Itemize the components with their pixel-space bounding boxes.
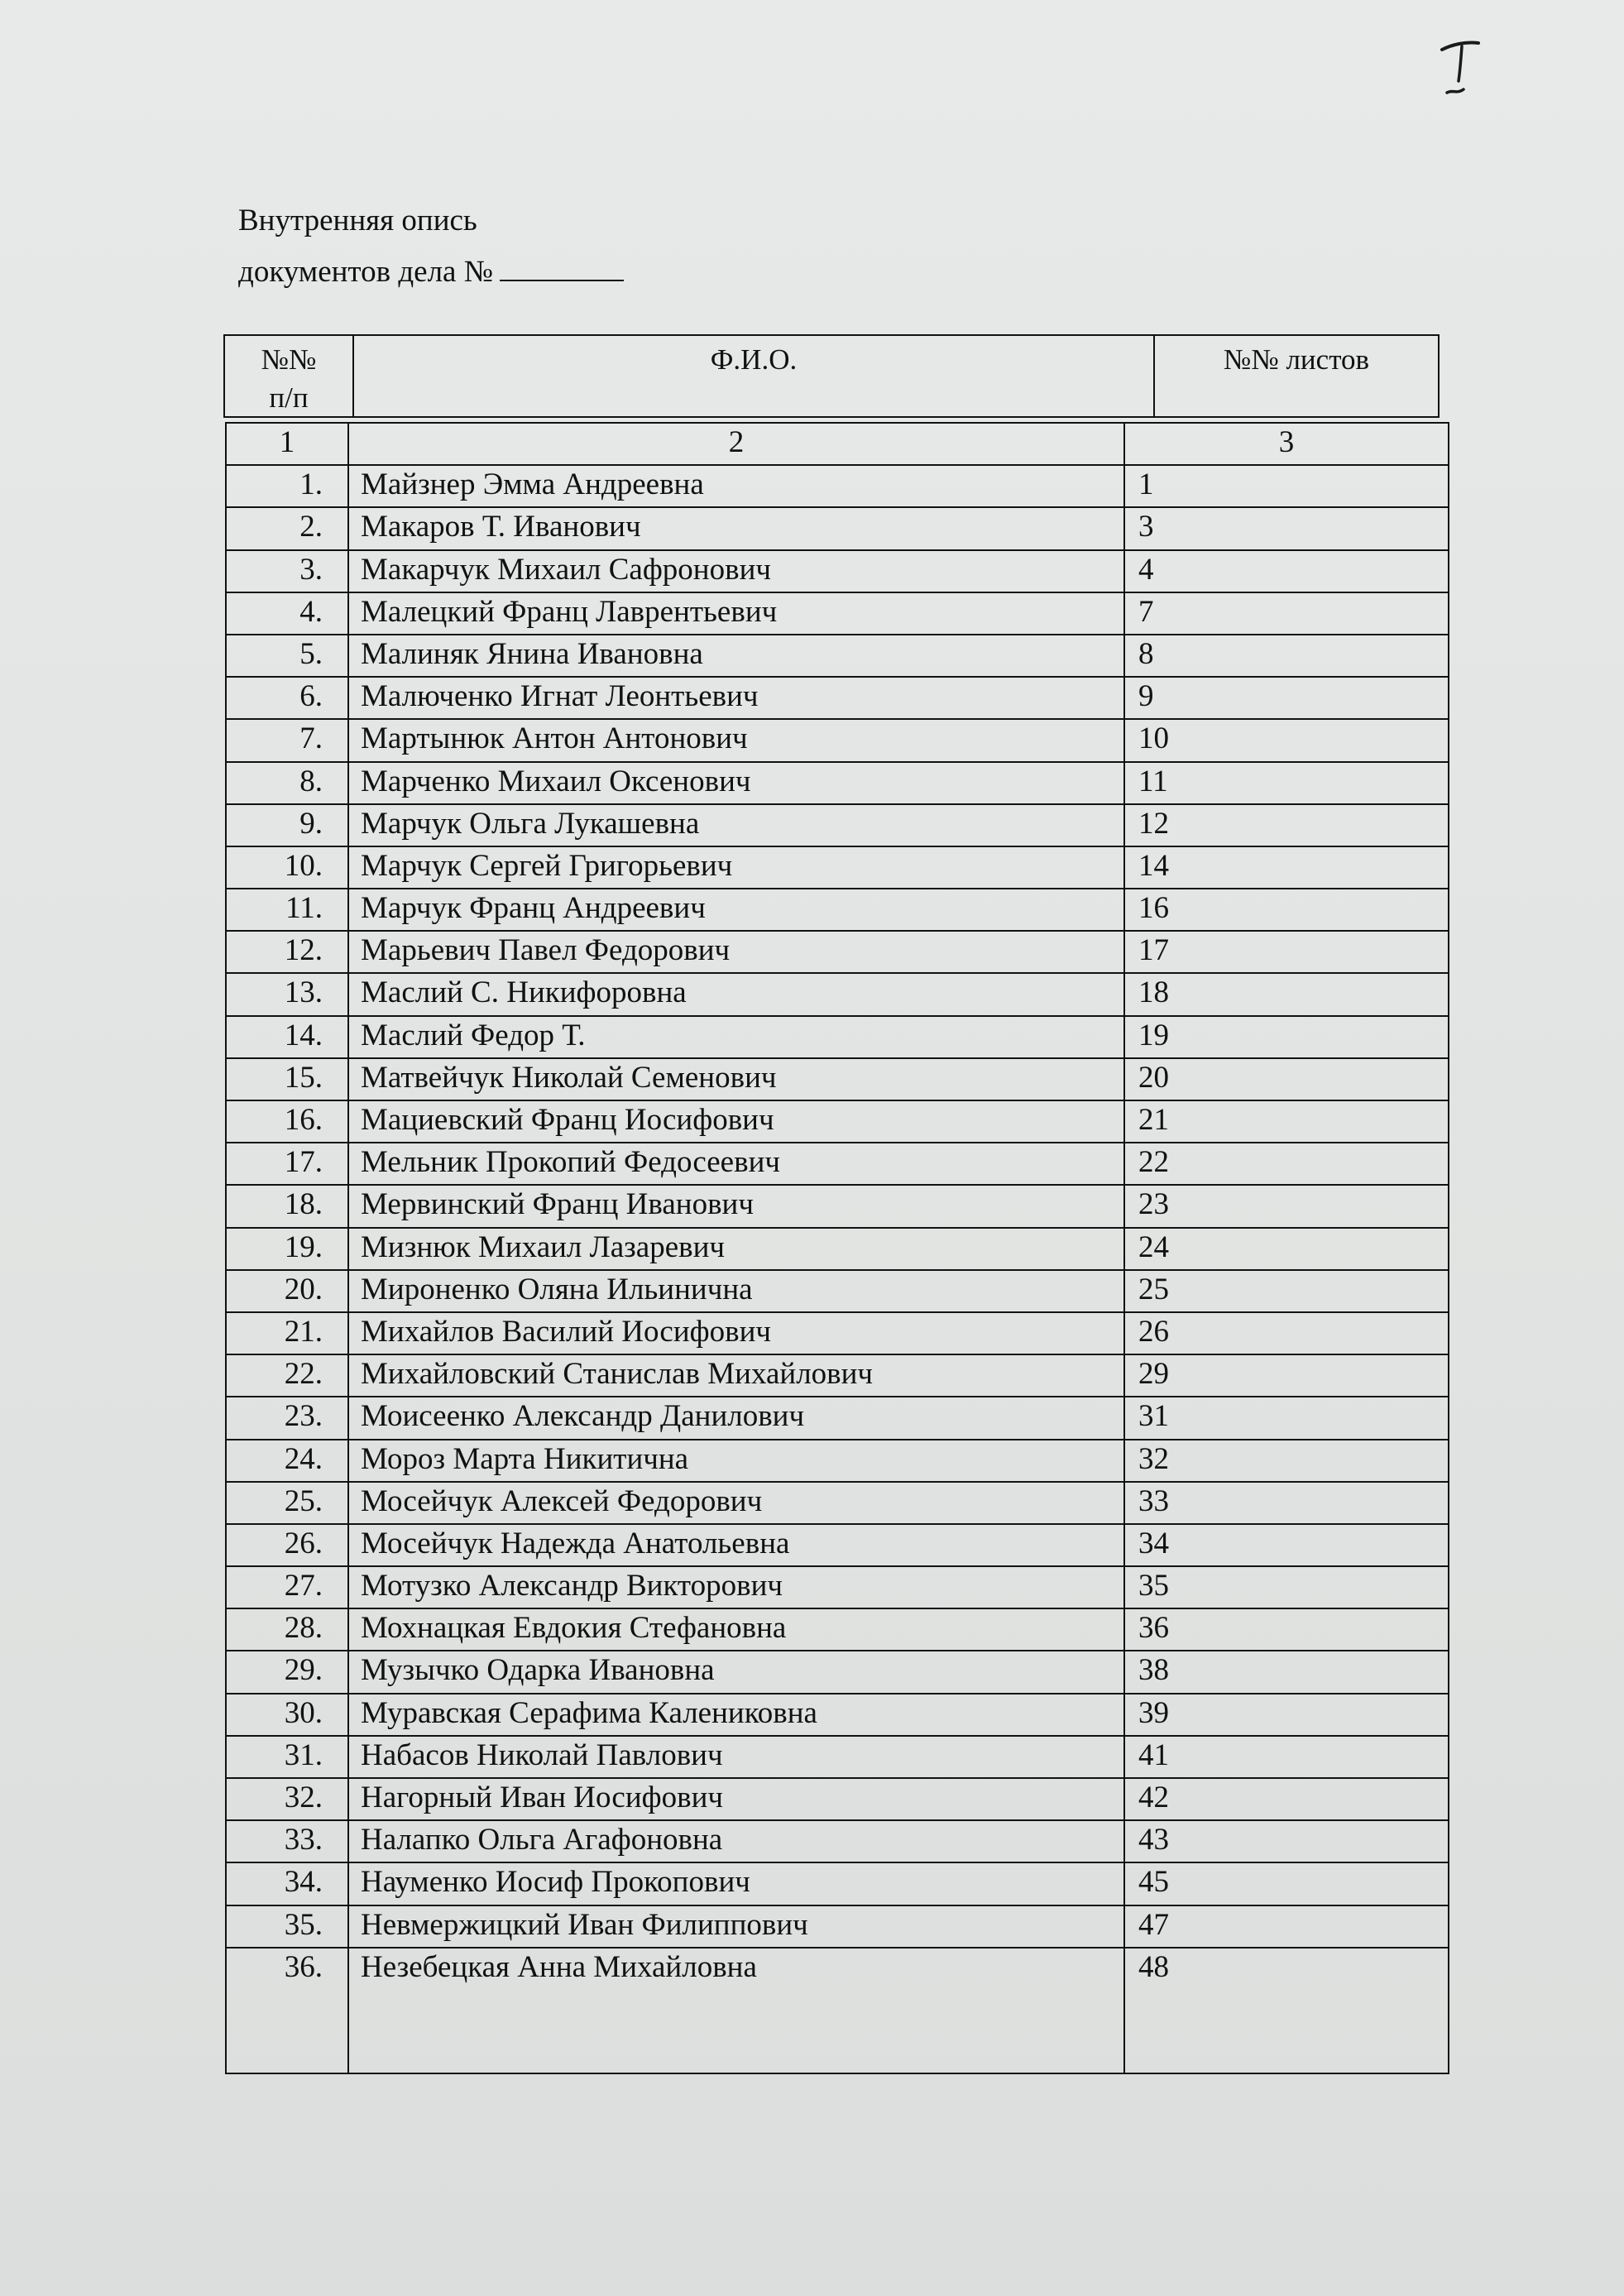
sheet-number: 41 xyxy=(1124,1736,1449,1778)
person-name: Мельник Прокопий Федосеевич xyxy=(348,1143,1124,1185)
item-number: 4. xyxy=(226,592,348,635)
sheet-number: 17 xyxy=(1124,931,1449,973)
sheet-number: 8 xyxy=(1124,635,1449,677)
table-row xyxy=(226,719,1449,761)
inventory-table xyxy=(225,422,1449,2074)
table-row xyxy=(226,1397,1449,1439)
sheet-number: 36 xyxy=(1124,1608,1449,1651)
person-name: Мациевский Франц Иосифович xyxy=(348,1100,1124,1143)
sheet-number: 10 xyxy=(1124,719,1449,761)
item-number: 22. xyxy=(226,1354,348,1397)
item-number: 10. xyxy=(226,846,348,889)
person-name: Мосейчук Алексей Федорович xyxy=(348,1482,1124,1524)
table-row xyxy=(226,465,1449,507)
person-name: Майзнер Эмма Андреевна xyxy=(348,465,1124,507)
person-name: Михайлов Василий Иосифович xyxy=(348,1312,1124,1354)
person-name: Марченко Михаил Оксенович xyxy=(348,762,1124,804)
table-row xyxy=(226,1270,1449,1312)
table-row xyxy=(226,1651,1449,1693)
person-name: Набасов Николай Павлович xyxy=(348,1736,1124,1778)
sheet-number: 31 xyxy=(1124,1397,1449,1439)
sheet-number: 20 xyxy=(1124,1058,1449,1100)
sheet-number: 35 xyxy=(1124,1566,1449,1608)
inventory-table-body xyxy=(226,423,1449,2073)
person-name: Малиняк Янина Ивановна xyxy=(348,635,1124,677)
person-name: Мервинский Франц Иванович xyxy=(348,1185,1124,1227)
item-number: 28. xyxy=(226,1608,348,1651)
sheet-number: 23 xyxy=(1124,1185,1449,1227)
table-row xyxy=(226,1354,1449,1397)
table-row xyxy=(226,1820,1449,1862)
item-number: 6. xyxy=(226,677,348,719)
item-number: 8. xyxy=(226,762,348,804)
table-row xyxy=(226,973,1449,1015)
table-header xyxy=(223,334,1440,418)
document-heading xyxy=(238,195,624,298)
person-name: Мизнюк Михаил Лазаревич xyxy=(348,1228,1124,1270)
item-number: 33. xyxy=(226,1820,348,1862)
table-row xyxy=(226,635,1449,677)
item-number: 24. xyxy=(226,1440,348,1482)
sheet-number: 7 xyxy=(1124,592,1449,635)
table-row xyxy=(226,889,1449,931)
table-row xyxy=(226,677,1449,719)
person-name: Нагорный Иван Иосифович xyxy=(348,1778,1124,1820)
item-number: 35. xyxy=(226,1905,348,1948)
sheet-number: 43 xyxy=(1124,1820,1449,1862)
person-name: Налапко Ольга Агафоновна xyxy=(348,1820,1124,1862)
person-name: Малецкий Франц Лаврентьевич xyxy=(348,592,1124,635)
header-item-number-line1: №№ xyxy=(261,343,317,376)
table-row xyxy=(226,1905,1449,1948)
sheet-number: 19 xyxy=(1124,1016,1449,1058)
item-number: 19. xyxy=(226,1228,348,1270)
sheet-number: 4 xyxy=(1124,550,1449,592)
person-name: Марчук Франц Андреевич xyxy=(348,889,1124,931)
sheet-number: 22 xyxy=(1124,1143,1449,1185)
sheet-number: 12 xyxy=(1124,804,1449,846)
table-row xyxy=(226,1608,1449,1651)
person-name: Незебецкая Анна Михайловна xyxy=(348,1948,1124,2073)
sheet-number: 25 xyxy=(1124,1270,1449,1312)
table-row xyxy=(226,507,1449,549)
table-row xyxy=(226,1016,1449,1058)
person-name: Марчук Ольга Лукашевна xyxy=(348,804,1124,846)
sheet-number: 39 xyxy=(1124,1694,1449,1736)
person-name: Макарчук Михаил Сафронович xyxy=(348,550,1124,592)
table-row xyxy=(226,1058,1449,1100)
handwritten-folio-mark xyxy=(1435,33,1485,99)
person-name: Мироненко Оляна Ильинична xyxy=(348,1270,1124,1312)
item-number: 32. xyxy=(226,1778,348,1820)
person-name: Маслий С. Никифоровна xyxy=(348,973,1124,1015)
item-number: 31. xyxy=(226,1736,348,1778)
sheet-number: 48 xyxy=(1124,1948,1449,2073)
person-name: Макаров Т. Иванович xyxy=(348,507,1124,549)
header-item-number-line2: п/п xyxy=(269,381,309,414)
sheet-number: 29 xyxy=(1124,1354,1449,1397)
item-number: 20. xyxy=(226,1270,348,1312)
sheet-number: 1 xyxy=(1124,465,1449,507)
table-row xyxy=(226,804,1449,846)
sheet-number: 14 xyxy=(1124,846,1449,889)
item-number: 14. xyxy=(226,1016,348,1058)
heading-line-2 xyxy=(238,247,624,298)
sheet-number: 26 xyxy=(1124,1312,1449,1354)
person-name: Мотузко Александр Викторович xyxy=(348,1566,1124,1608)
sheet-number: 21 xyxy=(1124,1100,1449,1143)
person-name: Моисеенко Александр Данилович xyxy=(348,1397,1124,1439)
item-number: 34. xyxy=(226,1862,348,1905)
person-name: Невмержицкий Иван Филиппович xyxy=(348,1905,1124,1948)
sheet-number: 32 xyxy=(1124,1440,1449,1482)
table-row xyxy=(226,1440,1449,1482)
sheet-number: 47 xyxy=(1124,1905,1449,1948)
sheet-number: 16 xyxy=(1124,889,1449,931)
table-row xyxy=(226,846,1449,889)
item-number: 15. xyxy=(226,1058,348,1100)
column-number-1: 1 xyxy=(226,423,348,465)
person-name: Михайловский Станислав Михайлович xyxy=(348,1354,1124,1397)
header-item-number xyxy=(225,336,354,416)
column-number-3: 3 xyxy=(1124,423,1449,465)
table-row xyxy=(226,1100,1449,1143)
sheet-number: 34 xyxy=(1124,1524,1449,1566)
sheet-number: 33 xyxy=(1124,1482,1449,1524)
sheet-number: 38 xyxy=(1124,1651,1449,1693)
column-number-2: 2 xyxy=(348,423,1124,465)
item-number: 30. xyxy=(226,1694,348,1736)
item-number: 12. xyxy=(226,931,348,973)
sheet-number: 45 xyxy=(1124,1862,1449,1905)
item-number: 9. xyxy=(226,804,348,846)
item-number: 23. xyxy=(226,1397,348,1439)
header-full-name: Ф.И.О. xyxy=(354,336,1155,416)
table-row xyxy=(226,1694,1449,1736)
table-row xyxy=(226,1862,1449,1905)
heading-line-1: Внутренняя опись xyxy=(238,204,477,237)
table-row xyxy=(226,1736,1449,1778)
sheet-number: 9 xyxy=(1124,677,1449,719)
item-number: 26. xyxy=(226,1524,348,1566)
item-number: 7. xyxy=(226,719,348,761)
sheet-number: 24 xyxy=(1124,1228,1449,1270)
table-row xyxy=(226,592,1449,635)
sheet-number: 11 xyxy=(1124,762,1449,804)
person-name: Науменко Иосиф Прокопович xyxy=(348,1862,1124,1905)
table-row xyxy=(226,1143,1449,1185)
table-row xyxy=(226,762,1449,804)
table-row xyxy=(226,1778,1449,1820)
person-name: Марьевич Павел Федорович xyxy=(348,931,1124,973)
item-number: 18. xyxy=(226,1185,348,1227)
person-name: Малюченко Игнат Леонтьевич xyxy=(348,677,1124,719)
person-name: Мохнацкая Евдокия Стефановна xyxy=(348,1608,1124,1651)
header-sheet-numbers: №№ листов xyxy=(1223,343,1370,376)
person-name: Муравская Серафима Калениковна xyxy=(348,1694,1124,1736)
table-row xyxy=(226,1566,1449,1608)
item-number: 25. xyxy=(226,1482,348,1524)
person-name: Марчук Сергей Григорьевич xyxy=(348,846,1124,889)
item-number: 16. xyxy=(226,1100,348,1143)
person-name: Мосейчук Надежда Анатольевна xyxy=(348,1524,1124,1566)
item-number: 27. xyxy=(226,1566,348,1608)
table-row xyxy=(226,1312,1449,1354)
table-row xyxy=(226,1948,1449,2073)
item-number: 36. xyxy=(226,1948,348,2073)
item-number: 1. xyxy=(226,465,348,507)
table-row xyxy=(226,550,1449,592)
person-name: Маслий Федор Т. xyxy=(348,1016,1124,1058)
table-row xyxy=(226,1185,1449,1227)
table-row xyxy=(226,931,1449,973)
item-number: 13. xyxy=(226,973,348,1015)
table-row xyxy=(226,1482,1449,1524)
item-number: 29. xyxy=(226,1651,348,1693)
item-number: 5. xyxy=(226,635,348,677)
item-number: 3. xyxy=(226,550,348,592)
person-name: Мороз Марта Никитична xyxy=(348,1440,1124,1482)
column-number-row xyxy=(226,423,1449,465)
item-number: 21. xyxy=(226,1312,348,1354)
table-row xyxy=(226,1228,1449,1270)
sheet-number: 18 xyxy=(1124,973,1449,1015)
item-number: 17. xyxy=(226,1143,348,1185)
sheet-number: 42 xyxy=(1124,1778,1449,1820)
handwritten-roman-numeral-one-icon xyxy=(1435,33,1485,99)
item-number: 11. xyxy=(226,889,348,931)
item-number: 2. xyxy=(226,507,348,549)
case-number-blank xyxy=(500,255,624,281)
table-row xyxy=(226,1524,1449,1566)
sheet-number: 3 xyxy=(1124,507,1449,549)
person-name: Мартынюк Антон Антонович xyxy=(348,719,1124,761)
person-name: Матвейчук Николай Семенович xyxy=(348,1058,1124,1100)
person-name: Музычко Одарка Ивановна xyxy=(348,1651,1124,1693)
heading-line-2-text: документов дела № xyxy=(238,255,494,289)
